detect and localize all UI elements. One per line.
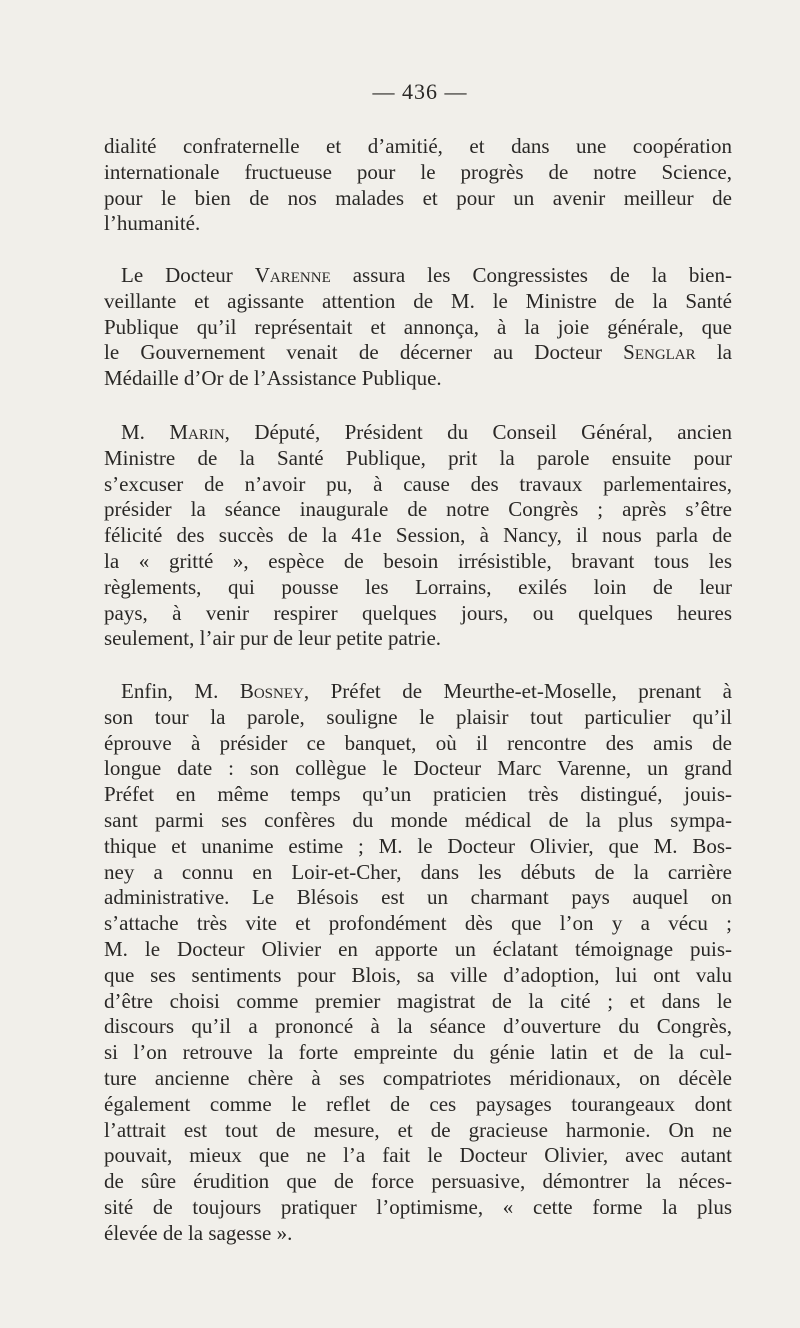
text-line: veillante et agissante attention de M. le Ministre de la Santé <box>104 288 732 313</box>
text-line: thique et unanime estime ; M. le Docteur Olivier, que M. Bos- <box>104 833 732 858</box>
text-line: discours qu’il a prononcé à la séance d’ouverture du Congrès, <box>104 1014 732 1039</box>
text-line: que ses sentiments pour Blois, sa ville d’adoption, lui ont valu <box>104 962 732 987</box>
text-line: pour le bien de nos malades et pour un avenir meilleur de <box>104 185 732 210</box>
text-line: seulement, l’air pur de leur petite patrie. <box>104 626 442 651</box>
text-line: dialité confraternelle et d’amitié, et dans une coopération <box>104 134 732 158</box>
text-run: , Préfet de Meurthe-et-Moselle, prenant à <box>303 679 733 703</box>
text-line: M. le Docteur Olivier en apporte un éclatant témoignage puis- <box>104 937 732 961</box>
text-line: l’attrait est tout de mesure, et de gracieuse harmonie. On ne <box>104 1117 732 1142</box>
text-run: M. <box>121 420 170 444</box>
text-line: également comme le reflet de ces paysages tourangeaux dont <box>104 1091 732 1116</box>
text-line: élevée de la sagesse ». <box>104 1220 293 1245</box>
text-line: internationale fructueuse pour le progrès de notre Science, <box>104 159 732 184</box>
text-line: Préfet en même temps qu’un praticien très distingué, jouis- <box>104 782 732 807</box>
text-line: d’être choisi comme premier magistrat de la cité ; et dans le <box>104 988 732 1013</box>
person-name-small-caps: Marin <box>169 420 225 444</box>
text-line: règlements, qui pousse les Lorrains, exilés loin de leur <box>104 574 732 599</box>
text-line: ney a connu en Loir-et-Cher, dans les débuts de la carrière <box>104 859 732 884</box>
text-line: l’humanité. <box>104 211 201 236</box>
text-run: Le Docteur <box>121 263 255 287</box>
person-name-small-caps: Bosney <box>239 679 304 703</box>
text-line: félicité des succès de la 41e Session, à Nancy, il nous parla de <box>104 523 732 548</box>
text-line <box>121 419 732 445</box>
text-line: sité de toujours pratiquer l’optimisme, « cette forme la plus <box>104 1195 732 1219</box>
text-line: administrative. Le Blésois est un charmant pays auquel on <box>104 885 732 910</box>
person-name-small-caps: Varenne <box>254 263 331 287</box>
text-line: ture ancienne chère à ses compatriotes méridionaux, on décèle <box>104 1066 732 1090</box>
text-line <box>121 678 732 704</box>
text-line: de sûre érudition que de force persuasive, démontrer la néces- <box>104 1169 732 1194</box>
text-line: s’excuser de n’avoir pu, à cause des travaux parlementaires, <box>104 471 732 496</box>
page-number: — 436 — <box>372 79 468 104</box>
text-line: pays, à venir respirer quelques jours, ou quelques heures <box>104 600 732 625</box>
text-line: son tour la parole, souligne le plaisir tout particulier qu’il <box>104 704 732 729</box>
text-run: assura les Congressistes de la bien- <box>330 263 732 287</box>
text-line: Publique qu’il représentait et annonça, à la joie générale, que <box>104 314 732 339</box>
text-line: Ministre de la Santé Publique, prit la parole ensuite pour <box>104 445 732 470</box>
text-line: éprouve à présider ce banquet, où il rencontre des amis de <box>104 730 732 755</box>
text-run: le Gouvernement venait de décerner au Docteur <box>104 340 624 365</box>
text-line: longue date : son collègue le Docteur Marc Varenne, un grand <box>104 756 732 781</box>
person-name-small-caps: Senglar <box>623 340 696 365</box>
text-run: la <box>695 340 733 365</box>
text-run: , Député, Président du Conseil Général, ancien <box>224 420 732 444</box>
text-line: présider la séance inaugurale de notre Congrès ; après s’être <box>104 497 732 522</box>
text-line: si l’on retrouve la forte empreinte du génie latin et de la cul- <box>104 1040 732 1065</box>
text-line: pouvait, mieux que ne l’a fait le Docteur Olivier, avec autant <box>104 1143 732 1168</box>
text-line <box>121 262 732 288</box>
text-line: s’attache très vite et profondément dès que l’on y a vécu ; <box>104 911 732 936</box>
text-run: Enfin, M. <box>121 679 240 703</box>
text-line: Médaille d’Or de l’Assistance Publique. <box>104 366 442 391</box>
text-line: sant parmi ses confères du monde médical de la plus sympa- <box>104 808 732 832</box>
text-line <box>104 339 732 365</box>
text-line: la « gritté », espèce de besoin irrésistible, bravant tous les <box>104 549 732 573</box>
